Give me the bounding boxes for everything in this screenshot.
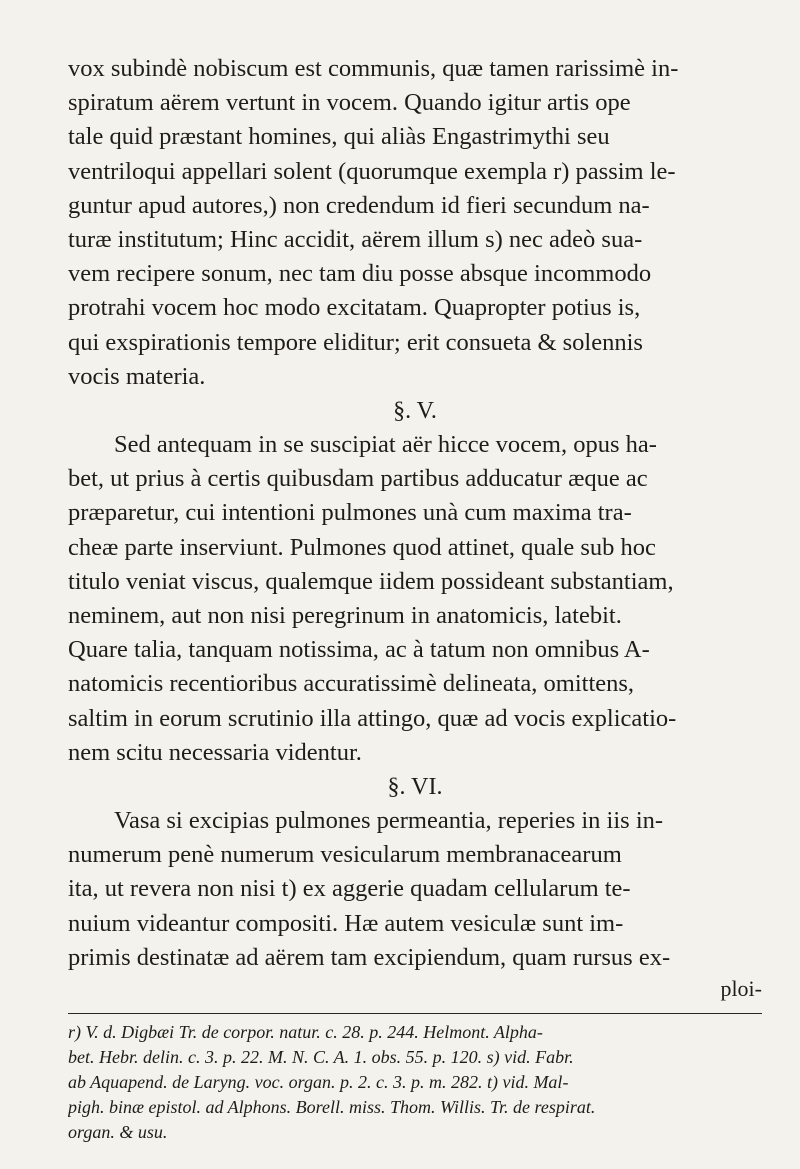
text-line: ventriloqui appellari solent (quorumque exempla r) passim le- — [68, 157, 676, 185]
text-line: neminem, aut non nisi peregrinum in anatomicis, latebit. — [68, 602, 622, 630]
footnote-line: r) V. d. Digbæi Tr. de corpor. natur. c. 28. p. 244. Helmont. Alpha- — [68, 1022, 543, 1043]
text-line: bet, ut prius à certis quibusdam partibus adducatur æque ac — [68, 465, 648, 493]
text-line: qui exspirationis tempore eliditur; erit consueta & solennis — [68, 328, 643, 356]
footnotes — [68, 1020, 762, 1145]
text-line: nem scitu necessaria videntur. — [68, 738, 362, 766]
text-line: nuium videantur compositi. Hæ autem vesiculæ sunt im- — [68, 909, 624, 937]
text-line: protrahi vocem hoc modo excitatam. Quapropter potius is, — [68, 294, 641, 322]
footnote-line: organ. & usu. — [68, 1122, 168, 1143]
catchword: ploi- — [720, 976, 762, 1002]
text-line: Quare talia, tanquam notissima, ac à tatum non omnibus A- — [68, 636, 650, 664]
text-line: vocis materia. — [68, 362, 206, 390]
text-line: ita, ut revera non nisi t) ex aggerie quadam cellularum te- — [68, 875, 631, 903]
section-heading-6: §. VI. — [387, 774, 443, 801]
text-line: turæ institutum; Hinc accidit, aërem illum s) nec adeò sua- — [68, 226, 643, 254]
text-line: vem recipere sonum, nec tam diu posse absque incommodo — [68, 260, 652, 288]
paragraph-block-3 — [68, 804, 762, 975]
footnote-line: ab Aquapend. de Laryng. voc. organ. p. 2. c. 3. p. m. 282. t) vid. Mal- — [68, 1072, 569, 1093]
footnote-rule — [68, 1013, 762, 1014]
text-line: titulo veniat viscus, qualemque iidem possideant substantiam, — [68, 567, 674, 595]
footnote-line: bet. Hebr. delin. c. 3. p. 22. M. N. C. A. 1. obs. 55. p. 120. s) vid. Fabr. — [68, 1047, 574, 1068]
paragraph-block-2 — [68, 428, 762, 770]
paragraph-block-1 — [68, 52, 762, 394]
text-line: cheæ parte inserviunt. Pulmones quod attinet, quale sub hoc — [68, 533, 656, 561]
text-line: spiratum aërem vertunt in vocem. Quando igitur artis ope — [68, 89, 631, 117]
text-line: saltim in eorum scrutinio illa attingo, quæ ad vocis explicatio- — [68, 704, 677, 732]
text-line: natomicis recentioribus accuratissimè delineata, omittens, — [68, 670, 635, 698]
text-line: præparetur, cui intentioni pulmones unà cum maxima tra- — [68, 499, 632, 527]
text-line: tale quid præstant homines, qui aliàs Engastrimythi seu — [68, 123, 610, 151]
footnote-line: pigh. binæ epistol. ad Alphons. Borell. miss. Thom. Willis. Tr. de respirat. — [68, 1097, 596, 1118]
text-line: Sed antequam in se suscipiat aër hicce vocem, opus ha- — [114, 431, 657, 459]
section-heading-5: §. V. — [393, 398, 437, 425]
text-line: numerum penè numerum vesicularum membranacearum — [68, 841, 622, 869]
text-line: Vasa si excipias pulmones permeantia, reperies in iis in- — [114, 807, 664, 835]
text-line: vox subindè nobiscum est communis, quæ tamen rarissimè in- — [68, 55, 679, 82]
text-line: guntur apud autores,) non credendum id fieri secundum na- — [68, 191, 650, 219]
text-line: primis destinatæ ad aërem tam excipiendum, quam rursus ex- — [68, 943, 671, 971]
